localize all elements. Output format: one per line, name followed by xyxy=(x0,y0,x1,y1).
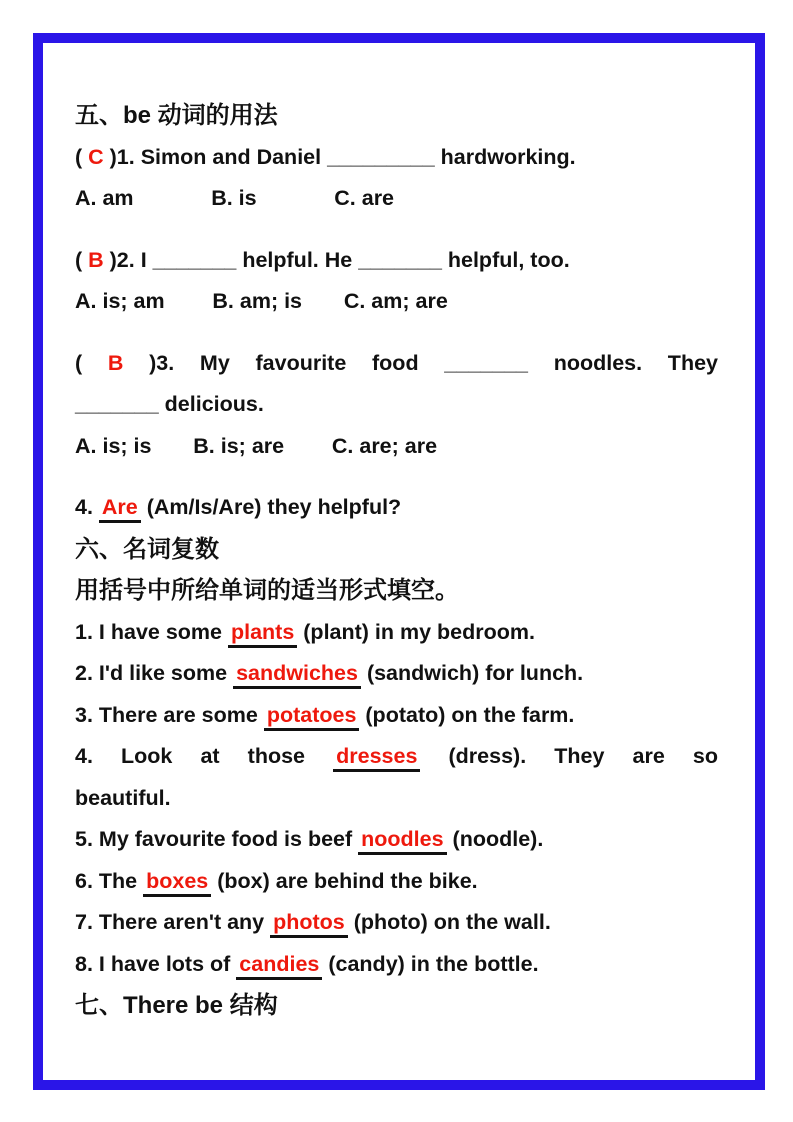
noun-item5 xyxy=(75,819,718,861)
question3-line1 xyxy=(75,343,718,385)
answer-word: photos xyxy=(270,910,348,938)
text-run: A. is; is B. is; are C. are; are xyxy=(75,433,438,458)
answer-word: candies xyxy=(236,952,322,980)
text-run: )1. Simon and Daniel _________ hardworking. xyxy=(103,144,576,169)
answer-word: plants xyxy=(228,620,297,648)
section5-heading xyxy=(75,95,718,137)
section6-instruction xyxy=(75,570,718,612)
answer-letter: B xyxy=(88,247,104,272)
text-run: 五、be 动词的用法 xyxy=(75,102,278,129)
text-run: 7. There aren't any xyxy=(75,910,271,934)
text-run: (noodle). xyxy=(446,827,544,851)
text-run: 4. Look at those xyxy=(75,744,334,768)
answer-letter: C xyxy=(88,144,104,169)
text-run: ( xyxy=(75,247,89,272)
text-run: (photo) on the wall. xyxy=(347,910,551,934)
question2-options xyxy=(75,281,718,323)
answer-word: noodles xyxy=(358,827,446,855)
question4 xyxy=(75,487,718,529)
text-run: (Am/Is/Are) they helpful? xyxy=(140,495,402,519)
question3-line2 xyxy=(75,384,718,426)
noun-item3 xyxy=(75,695,718,737)
answer-word: Are xyxy=(99,495,141,523)
text-run: 六、名词复数 xyxy=(75,535,219,563)
noun-item4-line2 xyxy=(75,778,718,820)
noun-item2 xyxy=(75,653,718,695)
text-run: (potato) on the farm. xyxy=(359,702,575,727)
section7-heading xyxy=(75,985,718,1027)
text-run: (plant) in my bedroom. xyxy=(297,619,535,644)
text-run: 4. xyxy=(75,495,99,519)
worksheet-content xyxy=(75,95,718,1027)
text-run: _______ delicious. xyxy=(75,392,264,416)
text-run: (box) are behind the bike. xyxy=(211,868,478,893)
text-run: 七、There be 结构 xyxy=(75,992,278,1019)
answer-word: potatoes xyxy=(264,703,360,731)
question3-options xyxy=(75,426,718,468)
answer-word: dresses xyxy=(333,744,420,772)
section6-heading xyxy=(75,529,718,571)
answer-word: boxes xyxy=(143,869,211,897)
text-run: A. am B. is C. are xyxy=(75,186,395,210)
text-run: 5. My favourite food is beef xyxy=(75,827,359,851)
text-run: 2. I'd like some xyxy=(75,661,234,685)
answer-word: sandwiches xyxy=(233,661,361,689)
noun-item1 xyxy=(75,612,718,654)
text-run: ( xyxy=(75,350,108,375)
answer-letter: B xyxy=(107,350,124,375)
noun-item6 xyxy=(75,861,718,903)
text-run: A. is; am B. am; is C. am; are xyxy=(75,289,448,313)
text-run: 1. I have some xyxy=(75,619,228,644)
text-run: 6. The xyxy=(75,868,144,893)
noun-item8 xyxy=(75,944,718,986)
question1-options xyxy=(75,178,718,220)
text-run: 用括号中所给单词的适当形式填空。 xyxy=(75,577,459,604)
question2 xyxy=(75,240,718,282)
text-run: )2. I _______ helpful. He _______ helpful, too. xyxy=(103,247,570,272)
text-run: 8. I have lots of xyxy=(75,951,237,976)
noun-item4-line1 xyxy=(75,736,718,778)
text-run: (candy) in the bottle. xyxy=(322,951,539,976)
text-run: )3. My favourite food _______ noodles. They xyxy=(123,350,718,375)
text-run: (sandwich) for lunch. xyxy=(360,661,584,685)
text-run: beautiful. xyxy=(75,785,171,810)
noun-item7 xyxy=(75,902,718,944)
text-run: (dress). They are so xyxy=(420,744,718,768)
text-run: ( xyxy=(75,144,89,169)
text-run: 3. There are some xyxy=(75,702,264,727)
question1 xyxy=(75,137,718,179)
